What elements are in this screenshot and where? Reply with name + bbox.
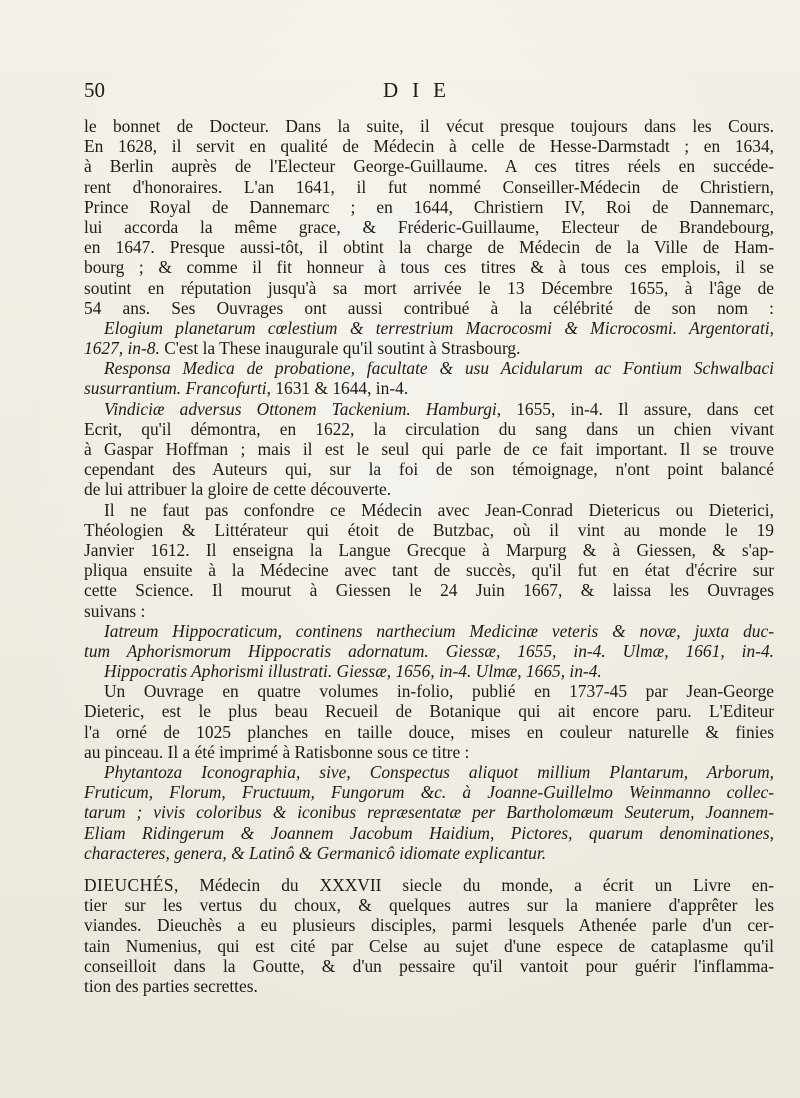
text-line: lui accorda la même grace, & Fréderic-Guillaume, Electeur de Brandebourg, bbox=[84, 216, 774, 237]
entry-headword: DIEUCHÉS bbox=[84, 874, 174, 895]
work-title-line: Elogium planetarum cœlestium & terrestrium Macrocosmi & Microcosmi. Argentorati, bbox=[104, 317, 774, 338]
text-line: tier sur les vertus du choux, & quelques autres sur la maniere d'apprêter les bbox=[84, 895, 774, 916]
text-line: Janvier 1612. Il enseigna la Langue Grecque à Marpurg & à Giessen, & s'ap- bbox=[84, 539, 774, 560]
paragraph-botanique bbox=[84, 681, 774, 762]
work-title-line: Hippocratis Aphorismi illustrati. Giessæ, 1656, in-4. Ulmæ, 1665, in-4. bbox=[104, 661, 602, 682]
text-line: En 1628, il servit en qualité de Médecin à celle de Hesse-Darmstadt ; en 1634, bbox=[84, 136, 774, 157]
work-title-line: Eliam Ridingerum & Joannem Jacobum Haidium, Pictores, quarum denominationes, bbox=[84, 822, 774, 843]
text-line: pliqua ensuite à la Médecine avec tant de succès, qu'il fut en état d'écrire sur bbox=[84, 560, 774, 581]
text-line: rent d'honoraires. L'an 1641, il fut nommé Conseiller-Médecin de Christiern, bbox=[84, 176, 774, 197]
page-number: 50 bbox=[84, 78, 105, 102]
text-line: au pinceau. Il a été imprimé à Ratisbonne sous ce titre : bbox=[84, 741, 470, 762]
text-line: à Berlin auprès de l'Electeur George-Guillaume. A ces titres réels en succéde- bbox=[84, 156, 774, 177]
text-line: à Gaspar Hoffman ; mais il est le seul qui parle de ce fait important. Il se trouve bbox=[84, 439, 774, 459]
works-list-first-author bbox=[84, 318, 774, 419]
work-title-line: 1627, in-8. C'est la These inaugurale qu'il soutint à Strasbourg. bbox=[84, 338, 521, 359]
text-line: viandes. Dieuchès a eu plusieurs disciples, parmi lesquels Athenée parle d'un cer- bbox=[84, 915, 774, 936]
text-line: cependant des Auteurs qui, sur la foi de son témoignage, n'ont point balancé bbox=[84, 459, 774, 480]
page-header bbox=[0, 78, 800, 108]
works-list-weinmann bbox=[84, 762, 774, 863]
text-line: Dieteric, est le plus beau Recueil de Botanique qui ait encore paru. L'Editeur bbox=[84, 701, 774, 722]
text-line: Théologien & Littérateur qui étoit de Butzbac, où il vint au monde le 19 bbox=[84, 519, 774, 540]
page-body bbox=[84, 116, 774, 996]
work-title-line: tarum ; vivis coloribus & iconibus repræsentatæ per Bartholomæum Seuterum, Joannem- bbox=[84, 802, 774, 823]
entry-first-line: DIEUCHÉS, Médecin du XXXVII siecle du monde, a écrit un Livre en- bbox=[84, 874, 774, 895]
entry-dieuches bbox=[84, 875, 774, 996]
text-line: Ecrit, qu'il démontra, en 1622, la circulation du sang dans un chien vivant bbox=[84, 418, 774, 439]
work-title-line: Iatreum Hippocraticum, continens narthecium Medicinæ veteris & novæ, juxta duc- bbox=[104, 620, 774, 641]
text-line: Prince Royal de Dannemarc ; en 1644, Christiern IV, Roi de Dannemarc, bbox=[84, 196, 774, 217]
work-title-line: susurrantium. Francofurti, 1631 & 1644, in-4. bbox=[84, 378, 409, 399]
text-line: le bonnet de Docteur. Dans la suite, il vécut presque toujours dans les Cours. bbox=[84, 116, 774, 136]
text-line: Il ne faut pas confondre ce Médecin avec Jean-Conrad Dietericus ou Dieterici, bbox=[104, 499, 774, 520]
text-line: tion des parties secrettes. bbox=[84, 975, 258, 996]
text-line: tain Numenius, qui est cité par Celse au sujet d'une espece de cataplasme qu'il bbox=[84, 935, 774, 956]
paragraph-dieterici bbox=[84, 500, 774, 621]
paragraph-career bbox=[84, 116, 774, 318]
text-line: conseilloit dans la Goutte, & d'un pessaire qu'il vantoit pour guérir l'inflamma- bbox=[84, 955, 774, 976]
work-title-line: Fruticum, Florum, Fructuum, Fungorum &c. à Joanne-Guillelmo Weinmanno collec- bbox=[84, 782, 774, 803]
text-line: en 1647. Presque aussi-tôt, il obtint la charge de Médecin de la Ville de Ham- bbox=[84, 237, 774, 258]
text-line: Un Ouvrage en quatre volumes in-folio, publié en 1737-45 par Jean-George bbox=[104, 681, 774, 702]
work-title-line: Responsa Medica de probatione, facultate & usu Acidularum ac Fontium Schwalbaci bbox=[104, 358, 774, 379]
work-title-line: Phytantoza Iconographia, sive, Conspectus aliquot millium Plantarum, Arborum, bbox=[104, 762, 774, 782]
paragraph-circulation bbox=[84, 419, 774, 500]
work-title-line: characteres, genera, & Latinô & Germanicô idiomate explicantur. bbox=[84, 842, 547, 863]
running-head: DIE bbox=[383, 78, 460, 102]
works-list-dieterici bbox=[84, 621, 774, 682]
work-title-line: tum Aphorismorum Hippocratis adornatum. Giessæ, 1655, in-4. Ulmæ, 1661, in-4. bbox=[84, 640, 774, 661]
work-title-line: Vindiciæ adversus Ottonem Tackenium. Hamburgi, 1655, in-4. Il assure, dans cet bbox=[104, 398, 774, 419]
text-line: de lui attribuer la gloire de cette découverte. bbox=[84, 479, 392, 500]
text-line: bourg ; & comme il fit honneur à tous ces titres & à tous ces emplois, il se bbox=[84, 257, 774, 278]
text-line: cette Science. Il mourut à Giessen le 24 Juin 1667, & laissa les Ouvrages bbox=[84, 580, 774, 601]
text-line: soutint en réputation jusqu'à sa mort arrivée le 13 Décembre 1655, à l'âge de bbox=[84, 277, 774, 298]
text-line: l'a orné de 1025 planches en taille douce, mises en couleur naturelle & finies bbox=[84, 721, 774, 742]
entry-separator bbox=[84, 863, 774, 875]
text-line: 54 ans. Ses Ouvrages ont aussi contribué à la célébrité de son nom : bbox=[84, 297, 774, 318]
text-line: suivans : bbox=[84, 600, 146, 621]
